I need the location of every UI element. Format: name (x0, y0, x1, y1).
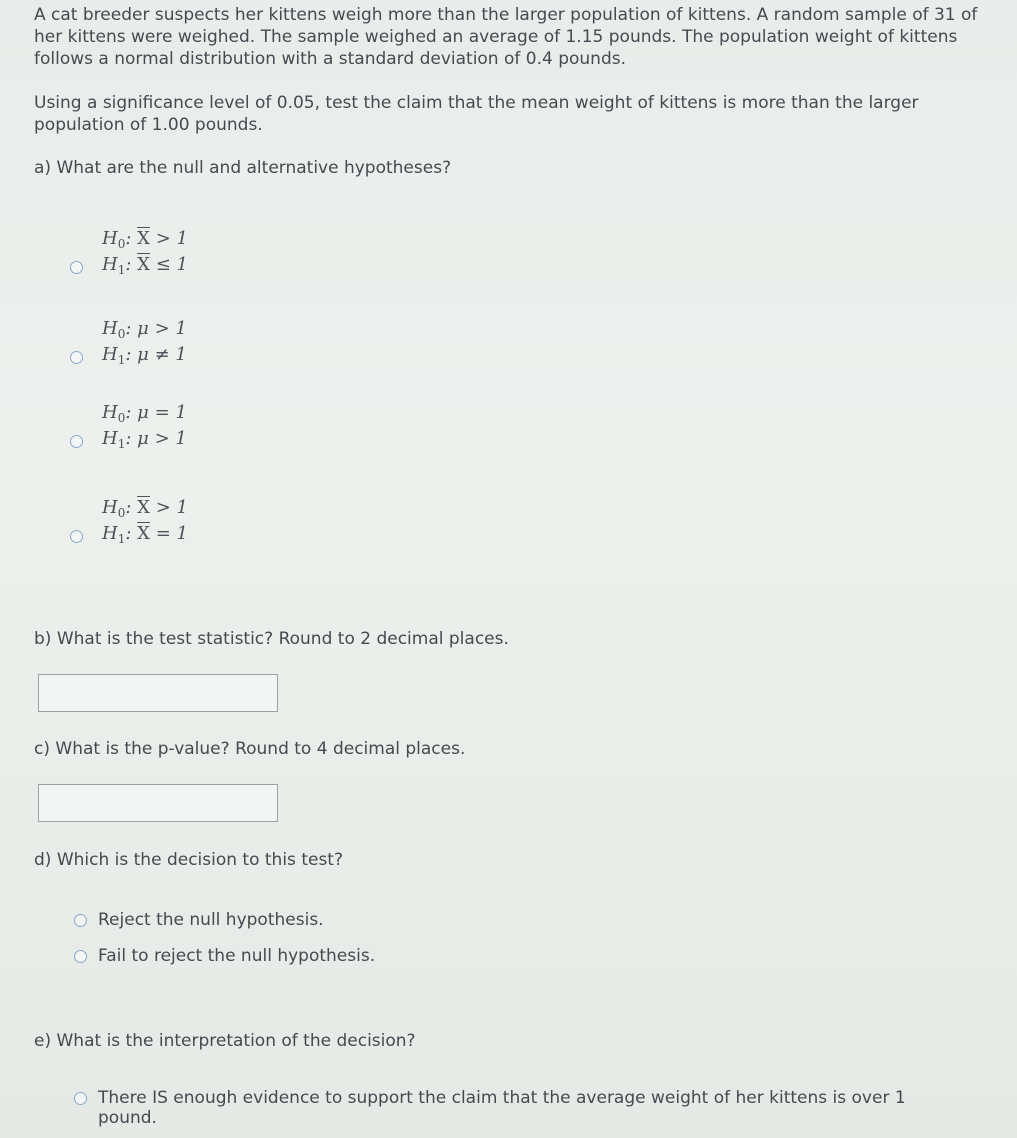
h1-line: $H_1$: $\overline{X} = 1$ (102, 523, 188, 546)
h0-line: $H_0$: $\overline{X} > 1$ (102, 497, 188, 520)
h0-line: $H_0$: μ > 1 (102, 318, 187, 341)
test-statistic-input[interactable] (38, 674, 278, 712)
problem-claim: Using a significance level of 0.05, test the claim that the mean weight of kittens is more than the larger population of 1.00 pounds. (34, 93, 919, 135)
radio-reject[interactable] (74, 914, 87, 927)
question-a: a) What are the null and alternative hypotheses? (34, 158, 452, 178)
h0-line: $H_0$: μ = 1 (102, 402, 187, 425)
h1-line: $H_1$: μ ≠ 1 (102, 344, 187, 367)
radio-hypothesis-3[interactable] (70, 435, 83, 448)
question-d: d) Which is the decision to this test? (34, 850, 343, 870)
h1-line: $H_1$: μ > 1 (102, 428, 187, 451)
p-value-input[interactable] (38, 784, 278, 822)
problem-intro: A cat breeder suspects her kittens weigh more than the larger population of kittens. A random sample of 31 of her kittens were weighed. The sample weighed an average of 1.15 pounds. The population weight of kittens follows a normal distribution with a standard deviation of 0.4 pounds. (34, 5, 978, 69)
question-e: e) What is the interpretation of the decision? (34, 1031, 416, 1051)
radio-hypothesis-1[interactable] (70, 261, 83, 274)
question-b: b) What is the test statistic? Round to 2 decimal places. (34, 629, 509, 649)
h0-line: $H_0$: $\overline{X} > 1$ (102, 228, 188, 251)
radio-interpretation-1[interactable] (74, 1092, 87, 1105)
h1-line: $H_1$: $\overline{X} \le 1$ (102, 254, 188, 277)
question-c: c) What is the p-value? Round to 4 decimal places. (34, 739, 466, 759)
radio-hypothesis-4[interactable] (70, 530, 83, 543)
radio-fail-to-reject[interactable] (74, 950, 87, 963)
radio-hypothesis-2[interactable] (70, 351, 83, 364)
